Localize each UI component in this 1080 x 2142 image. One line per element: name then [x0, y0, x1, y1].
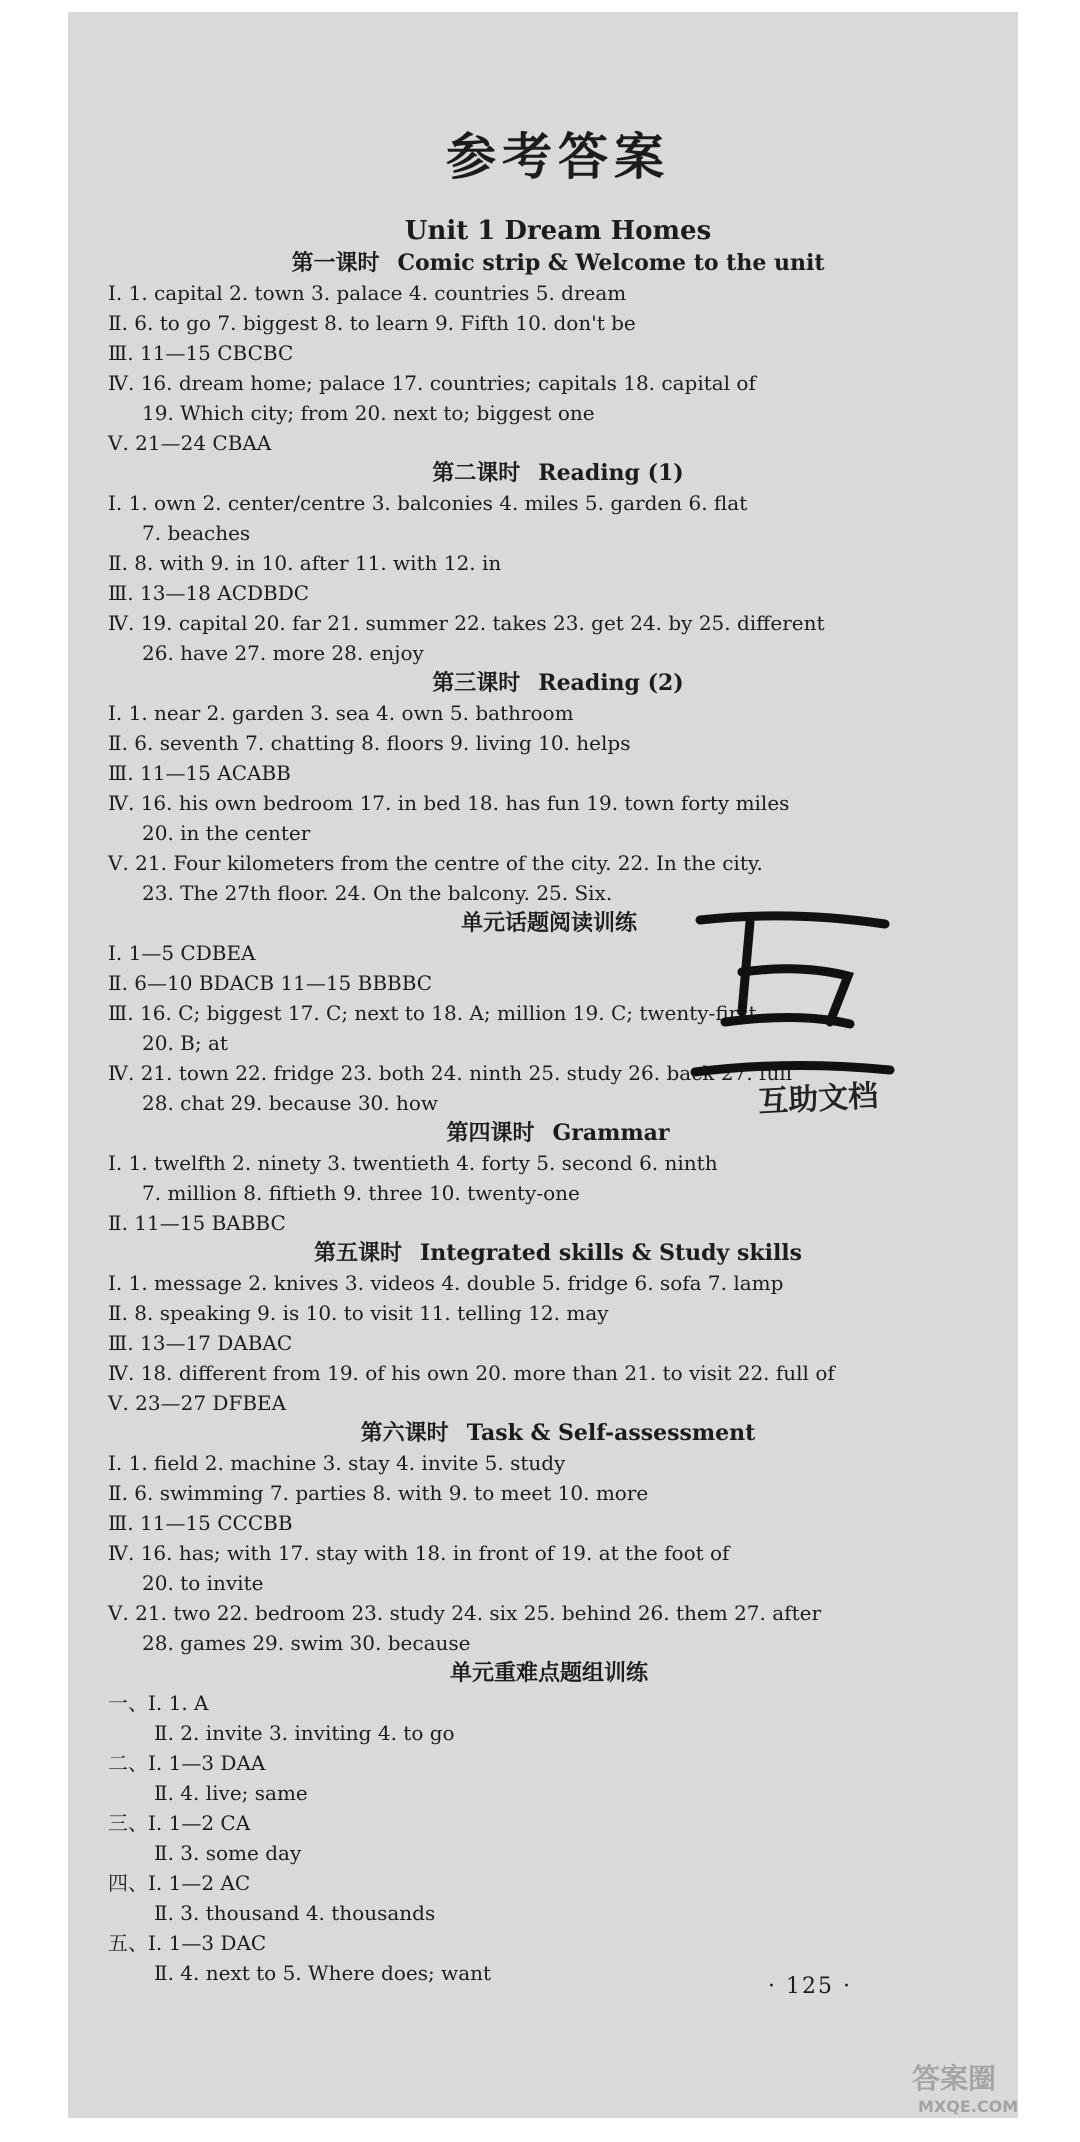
section-title-cn: 单元话题阅读训练 [460, 911, 637, 936]
section-title-cn: 第二课时 [432, 461, 521, 486]
answer-line: 二、Ⅰ. 1—3 DAA [108, 1751, 266, 1775]
answer-sections [108, 248, 1008, 1988]
answer-line: Ⅲ. 13—18 ACDBDC [108, 581, 310, 605]
section-title [108, 668, 1008, 698]
section-title-en: Integrated skills & Study skills [419, 1240, 803, 1266]
answer-line: Ⅴ. 21. Four kilometers from the centre of the city. 22. In the city. [108, 851, 763, 875]
watermark-text: 互助文档 [757, 1078, 880, 1120]
answer-line: Ⅲ. 13—17 DABAC [108, 1331, 293, 1355]
section-title-cn: 单元重难点题组训练 [449, 1661, 648, 1686]
answer-page [68, 12, 1018, 2118]
answer-line: 19. Which city; from 20. next to; biggest one [142, 401, 595, 425]
answer-line: Ⅴ. 21. two 22. bedroom 23. study 24. six 25. behind 26. them 27. after [108, 1601, 821, 1625]
answer-line: Ⅲ. 11—15 CBCBC [108, 341, 294, 365]
answer-line: Ⅱ. 6. seventh 7. chatting 8. floors 9. living 10. helps [108, 731, 631, 755]
section-title-en: Reading (1) [538, 460, 684, 486]
answer-line: 26. have 27. more 28. enjoy [142, 641, 424, 665]
answer-line: Ⅲ. 11—15 ACABB [108, 761, 291, 785]
answer-line: Ⅲ. 16. C; biggest 17. C; next to 18. A; million 19. C; twenty-first [108, 1001, 757, 1025]
corner-logo-text: 答案圈 [912, 2062, 997, 2095]
page-number: · 125 · [768, 1974, 852, 1999]
section-title-en: Task & Self-assessment [466, 1420, 756, 1446]
answer-line: 三、Ⅰ. 1—2 CA [108, 1811, 251, 1835]
answer-line: 20. to invite [142, 1571, 264, 1595]
corner-logo-subtext: MXQE.COM [918, 2097, 1018, 2116]
answer-line: Ⅰ. 1—5 CDBEA [108, 941, 256, 965]
section-title-cn: 第一课时 [291, 251, 380, 276]
unit-title: Unit 1 Dream Homes [404, 216, 712, 246]
answer-line: Ⅰ. 1. capital 2. town 3. palace 4. countries 5. dream [108, 281, 627, 305]
answer-line: Ⅱ. 6. swimming 7. parties 8. with 9. to meet 10. more [108, 1481, 649, 1505]
answer-line: 四、Ⅰ. 1—2 AC [108, 1871, 251, 1895]
answer-line: Ⅱ. 11—15 BABBC [108, 1211, 286, 1235]
answer-line: Ⅰ. 1. twelfth 2. ninety 3. twentieth 4. forty 5. second 6. ninth [108, 1151, 718, 1175]
section-title [108, 458, 1008, 488]
answer-line: 20. in the center [142, 821, 311, 845]
answer-line: Ⅳ. 16. has; with 17. stay with 18. in front of 19. at the foot of [108, 1541, 730, 1565]
answer-line: Ⅰ. 1. message 2. knives 3. videos 4. double 5. fridge 6. sofa 7. lamp [108, 1271, 784, 1295]
answer-line: 7. beaches [142, 521, 251, 545]
section-title-en: Grammar [552, 1120, 670, 1146]
answer-line: Ⅱ. 8. speaking 9. is 10. to visit 11. telling 12. may [108, 1301, 609, 1325]
answer-line: Ⅳ. 18. different from 19. of his own 20. more than 21. to visit 22. full of [108, 1361, 835, 1385]
section-title-cn: 第四课时 [446, 1121, 535, 1146]
section-title-cn: 第三课时 [432, 671, 521, 696]
section-title-cn: 第五课时 [313, 1241, 402, 1266]
answer-line: Ⅳ. 16. dream home; palace 17. countries; capitals 18. capital of [108, 371, 756, 395]
answer-line: Ⅱ. 4. live; same [154, 1781, 308, 1805]
answer-line: 五、Ⅰ. 1—3 DAC [108, 1931, 267, 1955]
answer-line: Ⅱ. 3. thousand 4. thousands [154, 1901, 436, 1925]
answer-line: Ⅳ. 19. capital 20. far 21. summer 22. takes 23. get 24. by 25. different [108, 611, 825, 635]
answer-line: 20. B; at [142, 1031, 228, 1055]
page-title: 参考答案 [446, 128, 670, 186]
section-title [108, 1238, 1008, 1268]
answer-line: Ⅱ. 6. to go 7. biggest 8. to learn 9. Fifth 10. don't be [108, 311, 636, 335]
answer-line: Ⅱ. 4. next to 5. Where does; want [154, 1961, 492, 1985]
answer-line: Ⅱ. 6—10 BDACB 11—15 BBBBC [108, 971, 433, 995]
section-title [108, 1118, 1008, 1148]
logo-icon [908, 2052, 1018, 2118]
answer-line: 7. million 8. fiftieth 9. three 10. twenty-one [142, 1181, 580, 1205]
answer-line: 23. The 27th floor. 24. On the balcony. 25. Six. [142, 881, 613, 905]
section-title [108, 1658, 1008, 1688]
answer-line: 28. games 29. swim 30. because [142, 1631, 471, 1655]
answer-line: 28. chat 29. because 30. how [142, 1091, 439, 1115]
answer-line: Ⅳ. 21. town 22. fridge 23. both 24. ninth 25. study 26. back 27. full [108, 1061, 793, 1085]
stamp-hu-icon [680, 872, 900, 1102]
section-title-en: Comic strip & Welcome to the unit [397, 250, 825, 276]
section-title-en: Reading (2) [538, 670, 684, 696]
answer-line: Ⅱ. 3. some day [154, 1841, 302, 1865]
answer-line: Ⅰ. 1. near 2. garden 3. sea 4. own 5. bathroom [108, 701, 574, 725]
answer-line: Ⅰ. 1. field 2. machine 3. stay 4. invite 5. study [108, 1451, 566, 1475]
answer-line: 一、Ⅰ. 1. A [108, 1691, 209, 1715]
section-title-cn: 第六课时 [360, 1421, 449, 1446]
answer-line: Ⅲ. 11—15 CCCBB [108, 1511, 293, 1535]
answer-line: Ⅱ. 8. with 9. in 10. after 11. with 12. in [108, 551, 502, 575]
answer-line: Ⅴ. 23—27 DFBEA [108, 1391, 287, 1415]
answer-line: Ⅰ. 1. own 2. center/centre 3. balconies 4. miles 5. garden 6. flat [108, 491, 748, 515]
section-title [108, 1418, 1008, 1448]
answer-line: Ⅱ. 2. invite 3. inviting 4. to go [154, 1721, 455, 1745]
answer-line: Ⅳ. 16. his own bedroom 17. in bed 18. has fun 19. town forty miles [108, 791, 790, 815]
answer-line: Ⅴ. 21—24 CBAA [108, 431, 272, 455]
section-title [108, 248, 1008, 278]
